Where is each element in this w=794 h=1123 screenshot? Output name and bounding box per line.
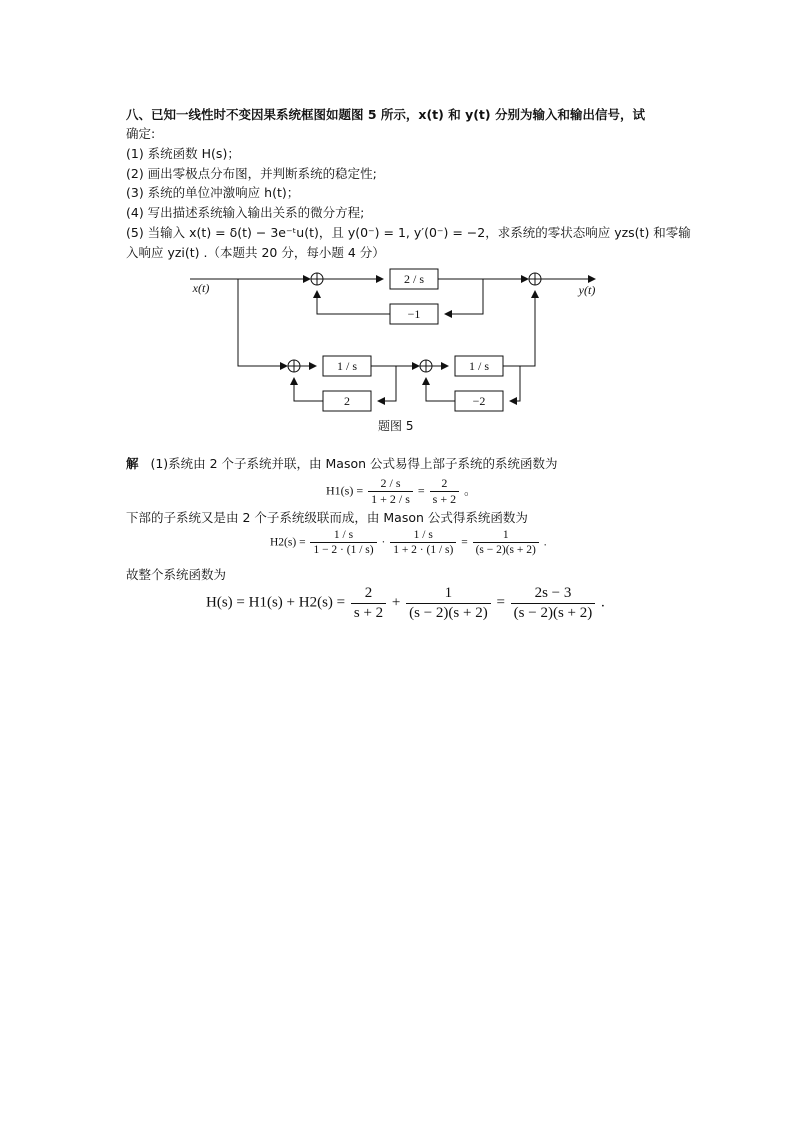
eq2-equals: =: [461, 536, 468, 549]
eq2-f1-den: 1 − 2 · (1 / s): [313, 544, 374, 557]
eq1-end: 。: [464, 483, 477, 498]
label-output-y: y(t): [578, 283, 596, 297]
figure-caption: 题图 5: [378, 419, 414, 433]
eq1-lhs: H1(s) =: [326, 483, 364, 498]
problem-item-5-cont: 入响应 yzi(t) .（本题共 20 分，每小题 4 分）: [126, 245, 385, 260]
label-block-top-feedback: −1: [407, 307, 421, 321]
solution-text-1: (1)系统由 2 个子系统并联，由 Mason 公式易得上部子系统的系统函数为: [150, 456, 558, 471]
problem-item-3: (3) 系统的单位冲激响应 h(t)；: [126, 185, 300, 200]
equation-h1: [326, 476, 476, 507]
solution-line-2: 下部的子系统又是由 2 个子系统级联而成，由 Mason 公式得系统函数为: [126, 510, 528, 525]
equation-h2: [270, 528, 547, 558]
eq3-f1-num: 2: [351, 584, 386, 604]
eq3-f2-den: (s − 2)(s + 2): [409, 604, 488, 621]
problem-item-5: (5) 当输入 x(t) = δ(t) − 3e⁻ᵗu(t)，且 y(0⁻) = 1, y′(0⁻) = −2，求系统的零状态响应 yzs(t) 和零输: [126, 225, 691, 240]
problem-line-2: 确定:: [126, 126, 156, 141]
eq1-equals: =: [417, 483, 425, 498]
eq2-f2-num: 1 / s: [390, 528, 456, 543]
eq3-f3-den: (s − 2)(s + 2): [513, 604, 593, 621]
problem-item-2: (2) 画出零极点分布图，并判断系统的稳定性;: [126, 166, 377, 181]
label-block-mid2: 1 / s: [468, 359, 490, 373]
label-block-mid2-feedback: −2: [472, 394, 486, 408]
eq2-dot: ·: [381, 536, 386, 549]
label-block-top: 2 / s: [403, 272, 425, 286]
eq2-f2-den: 1 + 2 · (1 / s): [393, 544, 454, 557]
eq1-f1-num: 2 / s: [368, 476, 413, 492]
solution-line-1: [126, 456, 558, 472]
eq1-f2-num: 2: [430, 476, 459, 492]
eq3-plus: +: [391, 594, 401, 611]
eq2-end: .: [543, 536, 547, 549]
equation-h-total: [206, 584, 605, 623]
eq2-f3-den: (s − 2)(s + 2): [475, 544, 536, 557]
eq3-equals: =: [496, 594, 505, 611]
label-input-x: x(t): [192, 281, 210, 295]
problem-line-1: 八、已知一线性时不变因果系统框图如题图 5 所示，x(t) 和 y(t) 分别为输入和输出信号，试: [126, 107, 645, 122]
label-block-mid1-feedback: 2: [344, 394, 350, 408]
eq2-f1-num: 1 / s: [310, 528, 376, 543]
solution-lead: 解: [126, 456, 139, 471]
problem-item-4: (4) 写出描述系统输入输出关系的微分方程;: [126, 205, 365, 220]
label-block-mid1: 1 / s: [336, 359, 358, 373]
eq3-end: .: [601, 594, 605, 611]
eq2-f3-num: 1: [473, 528, 539, 543]
eq3-f1-den: s + 2: [353, 604, 384, 621]
eq2-lhs: H2(s) =: [270, 536, 306, 549]
block-diagram: [0, 0, 794, 440]
problem-item-1: (1) 系统函数 H(s)；: [126, 146, 240, 161]
eq1-f1-den: 1 + 2 / s: [371, 492, 410, 506]
solution-line-3: 故整个系统函数为: [126, 567, 227, 582]
eq3-f2-num: 1: [406, 584, 491, 604]
eq1-f2-den: s + 2: [432, 492, 457, 506]
eq3-lhs: H(s) = H1(s) + H2(s) =: [206, 594, 346, 611]
eq3-f3-num: 2s − 3: [511, 584, 596, 604]
